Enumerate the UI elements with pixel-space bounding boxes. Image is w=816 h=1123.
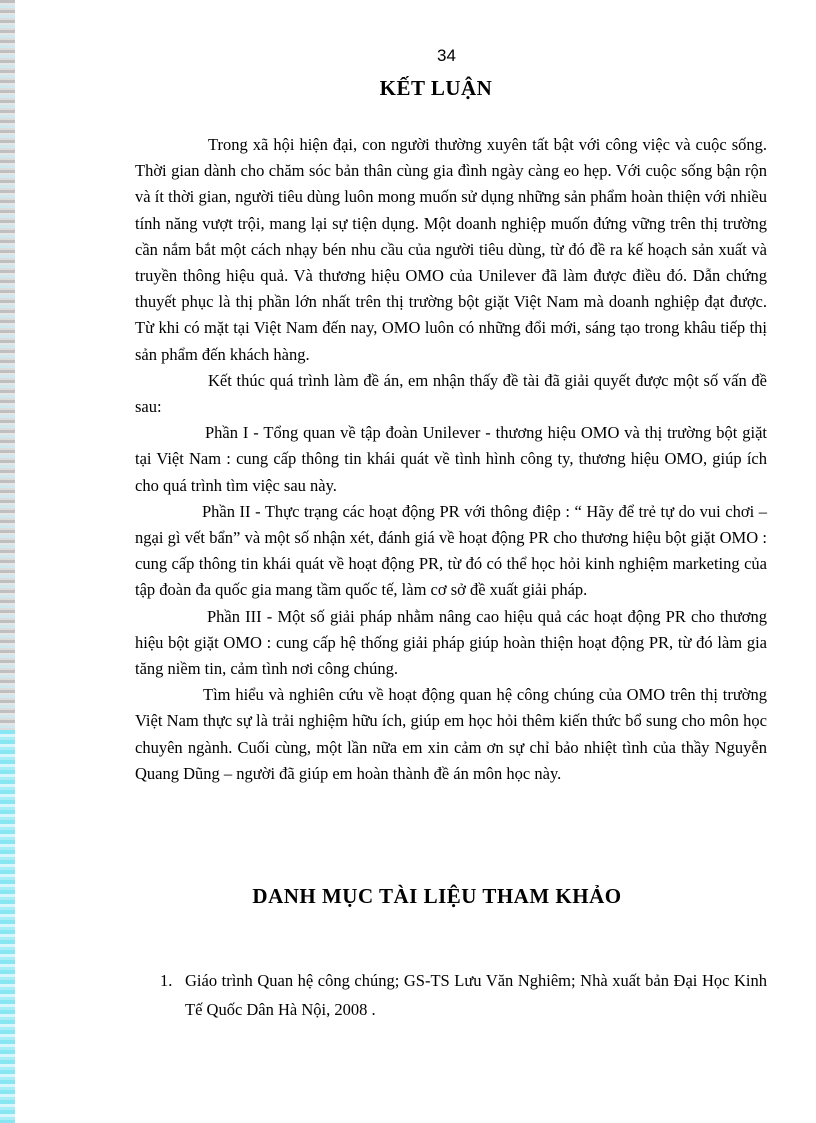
conclusion-paragraph-part-3: Phần III - Một số giải pháp nhằm nâng cao hiệu quả các hoạt động PR cho thương hiệu bột giặt OMO : cung cấp hệ thống giải pháp giúp hoàn thiện hoạt động PR, từ đó làm gia tăng niềm tin, cảm tình nơi công chúng. (135, 606, 767, 679)
conclusion-paragraph-intro: Trong xã hội hiện đại, con người thường xuyên tất bật với công việc và cuộc sống. Thời gian dành cho chăm sóc bản thân cùng gia đình ngày càng eo hẹp. Với cuộc sống bận rộn và ít thời gian, người tiêu dùng luôn mong muốn sử dụng những sản phẩm hoàn thiện với nhiều tính năng vượt trội, mang lại sự tiện dụng. Một doanh nghiệp muốn đứng vững trên thị trường cần nắm bắt một cách nhạy bén nhu cầu của người tiêu dùng, từ đó đề ra kế hoạch sản xuất và truyền thông hiệu quả. Và thương hiệu OMO của Unilever đã làm được điều đó. Dẫn chứng thuyết phục là thị phần lớn nhất trên thị trường bột giặt Việt Nam mà doanh nghiệp đạt được. Từ khi có mặt tại Việt Nam đến nay, OMO luôn có những đổi mới, sáng tạo trong khâu tiếp thị sản phẩm đến khách hàng. (135, 135, 767, 364)
reference-text: Giáo trình Quan hệ công chúng; GS-TS Lưu Văn Nghiêm; Nhà xuất bản Đại Học Kinh Tế Quốc Dân Hà Nội, 2008 . (185, 971, 767, 1019)
reference-number: 1. (160, 971, 173, 990)
scan-edge-strip (0, 0, 15, 1123)
conclusion-body (135, 132, 767, 787)
scan-edge-cyan-band (0, 730, 15, 1123)
conclusion-paragraph-part-2: Phần II - Thực trạng các hoạt động PR với thông điệp : “ Hãy để trẻ tự do vui chơi – ngại gì vết bẩn” và một số nhận xét, đánh giá về hoạt động PR cho thương hiệu bột giặt OMO : cung cấp thông tin khái quát về hoạt động PR, từ đó có thể học hỏi kinh nghiệm marketing của tập đoàn đa quốc gia mang tầm quốc tế, làm cơ sở đề xuất giải pháp. (135, 501, 767, 600)
references-title: DANH MỤC TÀI LIỆU THAM KHẢO (252, 884, 622, 908)
conclusion-paragraph-closing: Tìm hiểu và nghiên cứu về hoạt động quan hệ công chúng của OMO trên thị trường Việt Nam thực sự là trải nghiệm hữu ích, giúp em học hỏi thêm kiến thức bổ sung cho môn học chuyên ngành. Cuối cùng, một lần nữa em xin cảm ơn sự chỉ bảo nhiệt tình của thầy Nguyễn Quang Dũng – người đã giúp em hoàn thành đề án môn học này. (135, 685, 767, 783)
page-title: KẾT LUẬN (379, 76, 493, 100)
conclusion-paragraph-summary: Kết thúc quá trình làm đề án, em nhận thấy đề tài đã giải quyết được một số vấn đề sau: (135, 370, 767, 417)
reference-item (160, 966, 767, 1024)
references-list (160, 966, 767, 1024)
conclusion-paragraph-part-1: Phần I - Tổng quan về tập đoàn Unilever - thương hiệu OMO và thị trường bột giặt tại Việt Nam : cung cấp thông tin khái quát về tình hình công ty, thương hiệu OMO, giúp ích cho quá trình tìm việc sau này. (135, 423, 767, 495)
page-number: 34 (437, 46, 456, 65)
